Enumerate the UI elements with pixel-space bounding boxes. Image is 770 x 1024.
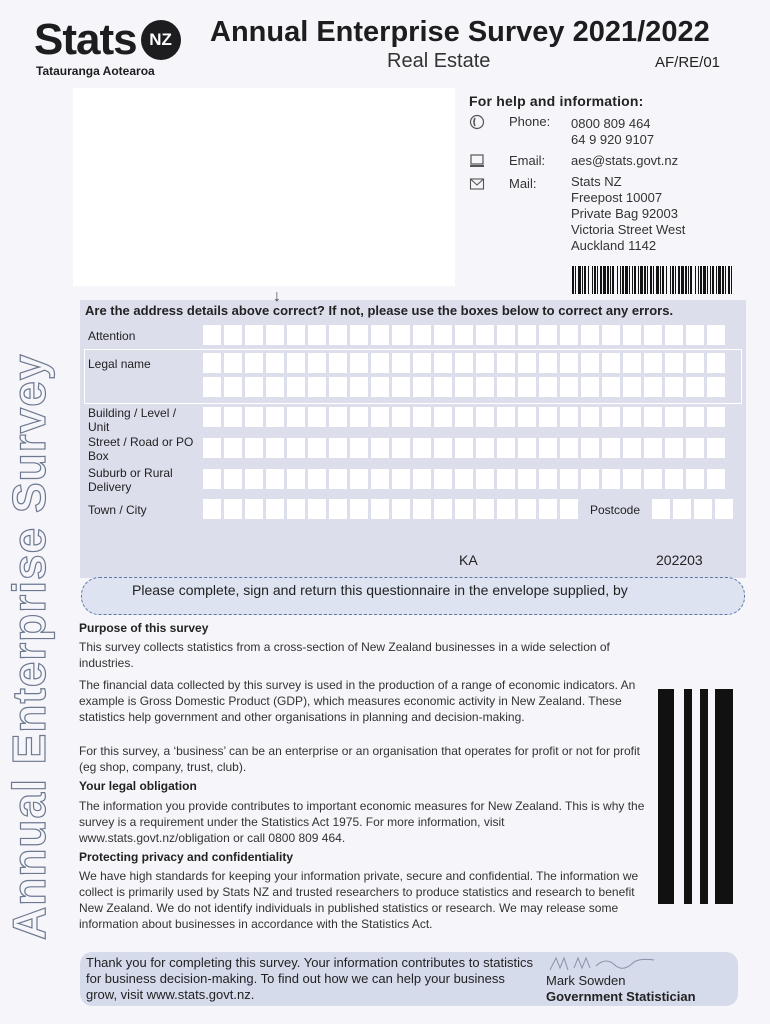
character-box[interactable] bbox=[287, 353, 305, 373]
character-box[interactable] bbox=[392, 469, 410, 489]
character-box[interactable] bbox=[539, 325, 557, 345]
character-box[interactable] bbox=[350, 325, 368, 345]
character-box[interactable] bbox=[224, 353, 242, 373]
character-box[interactable] bbox=[560, 353, 578, 373]
small-barcode-bar bbox=[662, 266, 664, 294]
character-box[interactable] bbox=[539, 353, 557, 373]
town-input[interactable] bbox=[203, 499, 578, 519]
character-box[interactable] bbox=[497, 469, 515, 489]
small-barcode-bar bbox=[612, 266, 614, 294]
building-input[interactable] bbox=[203, 407, 725, 427]
character-box[interactable] bbox=[371, 438, 389, 458]
character-box[interactable] bbox=[434, 407, 452, 427]
suburb-label: Suburb or Rural Delivery bbox=[88, 466, 173, 494]
small-barcode-bar bbox=[722, 266, 724, 294]
character-box[interactable] bbox=[581, 438, 599, 458]
character-box[interactable] bbox=[518, 353, 536, 373]
character-box[interactable] bbox=[329, 499, 347, 519]
character-box[interactable] bbox=[581, 377, 599, 397]
address-window bbox=[73, 88, 455, 286]
character-box[interactable] bbox=[539, 407, 557, 427]
character-box[interactable] bbox=[434, 469, 452, 489]
character-box[interactable] bbox=[707, 438, 725, 458]
character-box[interactable] bbox=[715, 499, 733, 519]
character-box[interactable] bbox=[203, 499, 221, 519]
postcode-input[interactable] bbox=[652, 499, 733, 519]
character-box[interactable] bbox=[434, 353, 452, 373]
character-box[interactable] bbox=[518, 499, 536, 519]
character-box[interactable] bbox=[518, 407, 536, 427]
character-box[interactable] bbox=[413, 325, 431, 345]
character-box[interactable] bbox=[476, 469, 494, 489]
character-box[interactable] bbox=[539, 438, 557, 458]
character-box[interactable] bbox=[497, 325, 515, 345]
character-box[interactable] bbox=[245, 353, 263, 373]
character-box[interactable] bbox=[497, 377, 515, 397]
small-barcode-bar bbox=[672, 266, 674, 294]
signatory-role: Government Statistician bbox=[546, 989, 696, 1004]
character-box[interactable] bbox=[497, 499, 515, 519]
character-box[interactable] bbox=[245, 469, 263, 489]
character-box[interactable] bbox=[665, 407, 683, 427]
attention-label: Attention bbox=[88, 329, 136, 343]
character-box[interactable] bbox=[644, 325, 662, 345]
small-barcode-bar bbox=[600, 266, 602, 294]
mail-line-3: Private Bag 92003 bbox=[571, 206, 678, 221]
character-box[interactable] bbox=[623, 353, 641, 373]
character-box[interactable] bbox=[539, 377, 557, 397]
character-box[interactable] bbox=[707, 353, 725, 373]
character-box[interactable] bbox=[329, 325, 347, 345]
code-ka: KA bbox=[459, 552, 478, 568]
character-box[interactable] bbox=[707, 377, 725, 397]
small-barcode-bar bbox=[588, 266, 589, 294]
character-box[interactable] bbox=[652, 499, 670, 519]
character-box[interactable] bbox=[602, 407, 620, 427]
character-box[interactable] bbox=[602, 325, 620, 345]
small-barcode-bar bbox=[625, 266, 628, 294]
legal-heading: Your legal obligation bbox=[79, 779, 197, 793]
address-prompt: Are the address details above correct? If not, please use the boxes below to correct any errors. bbox=[85, 303, 674, 318]
character-box[interactable] bbox=[686, 377, 704, 397]
character-box[interactable] bbox=[203, 438, 221, 458]
privacy-paragraph: We have high standards for keeping your information private, secure and confidential. The information we collect is primarily used by Stats NZ and trusted researchers to produce statistics and research to benefit New Zealand. We do not identify individuals in published statistics or research. We may release some information about businesses in accordance with the Statistics Act. bbox=[79, 869, 639, 931]
small-barcode-bar bbox=[731, 266, 732, 294]
character-box[interactable] bbox=[287, 325, 305, 345]
character-box[interactable] bbox=[350, 438, 368, 458]
small-barcode-bar bbox=[688, 266, 689, 294]
small-barcode-bar bbox=[632, 266, 633, 294]
character-box[interactable] bbox=[476, 438, 494, 458]
small-barcode-bar bbox=[716, 266, 717, 294]
small-barcode-bar bbox=[620, 266, 621, 294]
character-box[interactable] bbox=[497, 407, 515, 427]
character-box[interactable] bbox=[560, 438, 578, 458]
character-box[interactable] bbox=[266, 377, 284, 397]
purpose-paragraph-1: This survey collects statistics from a cross-section of New Zealand businesses in a wide selection of industries. bbox=[79, 640, 610, 670]
character-box[interactable] bbox=[224, 407, 242, 427]
character-box[interactable] bbox=[686, 353, 704, 373]
envelope-icon bbox=[469, 176, 487, 195]
small-barcode-bar bbox=[728, 266, 730, 294]
legal-name-input-2[interactable] bbox=[203, 377, 725, 397]
postcode-label: Postcode bbox=[590, 503, 641, 517]
logo-subtitle: Tatauranga Aotearoa bbox=[36, 64, 155, 78]
character-box[interactable] bbox=[308, 407, 326, 427]
character-box[interactable] bbox=[518, 438, 536, 458]
mail-line-5: Auckland 1142 bbox=[571, 238, 657, 253]
character-box[interactable] bbox=[560, 469, 578, 489]
character-box[interactable] bbox=[350, 499, 368, 519]
character-box[interactable] bbox=[203, 469, 221, 489]
email-label: Email: bbox=[509, 153, 546, 168]
character-box[interactable] bbox=[350, 407, 368, 427]
character-box[interactable] bbox=[266, 325, 284, 345]
character-box[interactable] bbox=[707, 407, 725, 427]
small-barcode-bar bbox=[710, 266, 711, 294]
character-box[interactable] bbox=[686, 407, 704, 427]
attention-input[interactable] bbox=[203, 325, 725, 345]
help-title: For help and information: bbox=[469, 93, 644, 109]
character-box[interactable] bbox=[602, 438, 620, 458]
small-barcode-bar bbox=[718, 266, 721, 294]
character-box[interactable] bbox=[392, 407, 410, 427]
character-box[interactable] bbox=[350, 353, 368, 373]
character-box[interactable] bbox=[245, 325, 263, 345]
character-box[interactable] bbox=[476, 353, 494, 373]
small-barcode-bar bbox=[644, 266, 646, 294]
character-box[interactable] bbox=[224, 325, 242, 345]
phone-number-1: 0800 809 464 bbox=[571, 116, 651, 131]
small-barcode-bar bbox=[610, 266, 611, 294]
character-box[interactable] bbox=[308, 377, 326, 397]
character-box[interactable] bbox=[287, 469, 305, 489]
legal-name-input-1[interactable] bbox=[203, 353, 725, 373]
character-box[interactable] bbox=[455, 469, 473, 489]
character-box[interactable] bbox=[203, 377, 221, 397]
barcode-bar bbox=[658, 689, 674, 904]
mail-label: Mail: bbox=[509, 176, 537, 191]
phone-icon bbox=[469, 114, 487, 133]
character-box[interactable] bbox=[455, 499, 473, 519]
purpose-paragraph-3: For this survey, a ‘business’ can be an enterprise or an organisation that operates for profit or not for profit (eg shop, company, trust, club). bbox=[79, 744, 640, 774]
small-barcode-bar bbox=[681, 266, 684, 294]
purpose-paragraph-2: The financial data collected by this survey is used in the production of a range of economic indicators. An example is Gross Domestic Product (GDP), which measures economic activity in New Zealand. These statistics help government and other organisations in planning and decision-making. bbox=[79, 678, 636, 724]
character-box[interactable] bbox=[266, 469, 284, 489]
character-box[interactable] bbox=[665, 325, 683, 345]
small-barcode-bar bbox=[592, 266, 593, 294]
small-barcode-bar bbox=[675, 266, 676, 294]
small-barcode-bar bbox=[685, 266, 687, 294]
character-box[interactable] bbox=[203, 325, 221, 345]
mail-line-1: Stats NZ bbox=[571, 174, 622, 189]
survey-industry: Real Estate bbox=[387, 50, 491, 72]
town-label: Town / City bbox=[88, 503, 147, 517]
character-box[interactable] bbox=[686, 325, 704, 345]
computer-icon bbox=[469, 153, 487, 172]
small-barcode-bar bbox=[656, 266, 659, 294]
small-barcode-bar bbox=[707, 266, 708, 294]
arrow-down-icon: ↓ bbox=[273, 288, 281, 305]
character-box[interactable] bbox=[623, 325, 641, 345]
small-barcode-bar bbox=[638, 266, 639, 294]
character-box[interactable] bbox=[581, 325, 599, 345]
character-box[interactable] bbox=[308, 325, 326, 345]
character-box[interactable] bbox=[266, 407, 284, 427]
character-box[interactable] bbox=[623, 438, 641, 458]
character-box[interactable] bbox=[413, 438, 431, 458]
character-box[interactable] bbox=[350, 377, 368, 397]
character-box[interactable] bbox=[665, 469, 683, 489]
signatory-name: Mark Sowden bbox=[546, 973, 626, 988]
character-box[interactable] bbox=[455, 353, 473, 373]
small-barcode-bar bbox=[678, 266, 680, 294]
character-box[interactable] bbox=[644, 407, 662, 427]
character-box[interactable] bbox=[673, 499, 691, 519]
character-box[interactable] bbox=[245, 407, 263, 427]
character-box[interactable] bbox=[581, 469, 599, 489]
small-barcode-bar bbox=[695, 266, 696, 294]
character-box[interactable] bbox=[434, 438, 452, 458]
character-box[interactable] bbox=[518, 469, 536, 489]
character-box[interactable] bbox=[686, 438, 704, 458]
character-box[interactable] bbox=[560, 499, 578, 519]
character-box[interactable] bbox=[644, 469, 662, 489]
small-barcode-bar bbox=[594, 266, 596, 294]
building-label: Building / Level / Unit bbox=[88, 406, 177, 434]
small-barcode-bar bbox=[575, 266, 576, 294]
small-barcode-bar bbox=[647, 266, 648, 294]
character-box[interactable] bbox=[308, 438, 326, 458]
character-box[interactable] bbox=[203, 407, 221, 427]
character-box[interactable] bbox=[560, 377, 578, 397]
character-box[interactable] bbox=[602, 353, 620, 373]
character-box[interactable] bbox=[455, 377, 473, 397]
character-box[interactable] bbox=[623, 407, 641, 427]
character-box[interactable] bbox=[287, 438, 305, 458]
character-box[interactable] bbox=[518, 325, 536, 345]
street-label: Street / Road or PO Box bbox=[88, 435, 194, 463]
survey-title: Annual Enterprise Survey 2021/2022 bbox=[210, 16, 710, 48]
small-barcode-bar bbox=[666, 266, 667, 294]
character-box[interactable] bbox=[329, 377, 347, 397]
character-box[interactable] bbox=[371, 377, 389, 397]
character-box[interactable] bbox=[392, 353, 410, 373]
character-box[interactable] bbox=[350, 469, 368, 489]
small-barcode-bar bbox=[572, 266, 574, 294]
character-box[interactable] bbox=[245, 438, 263, 458]
character-box[interactable] bbox=[329, 438, 347, 458]
small-barcode-bar bbox=[582, 266, 583, 294]
character-box[interactable] bbox=[308, 469, 326, 489]
character-box[interactable] bbox=[497, 438, 515, 458]
character-box[interactable] bbox=[665, 438, 683, 458]
small-barcode-bar bbox=[660, 266, 661, 294]
character-box[interactable] bbox=[413, 353, 431, 373]
email-address: aes@stats.govt.nz bbox=[571, 153, 679, 168]
character-box[interactable] bbox=[371, 407, 389, 427]
character-box[interactable] bbox=[623, 377, 641, 397]
small-barcode-bar bbox=[617, 266, 618, 294]
small-barcode bbox=[572, 266, 732, 294]
small-barcode-bar bbox=[584, 266, 586, 294]
stats-nz-logo bbox=[34, 15, 181, 64]
character-box[interactable] bbox=[371, 469, 389, 489]
privacy-heading: Protecting privacy and confidentiality bbox=[79, 850, 294, 864]
character-box[interactable] bbox=[392, 499, 410, 519]
character-box[interactable] bbox=[707, 469, 725, 489]
character-box[interactable] bbox=[665, 353, 683, 373]
character-box[interactable] bbox=[694, 499, 712, 519]
character-box[interactable] bbox=[455, 325, 473, 345]
character-box[interactable] bbox=[371, 499, 389, 519]
character-box[interactable] bbox=[287, 377, 305, 397]
character-box[interactable] bbox=[224, 499, 242, 519]
small-barcode-bar bbox=[578, 266, 581, 294]
character-box[interactable] bbox=[413, 469, 431, 489]
logo-word: Stats bbox=[34, 15, 137, 64]
character-box[interactable] bbox=[644, 353, 662, 373]
logo-nz-badge: NZ bbox=[141, 20, 181, 60]
barcode-bar bbox=[684, 689, 692, 904]
character-box[interactable] bbox=[371, 353, 389, 373]
character-box[interactable] bbox=[413, 499, 431, 519]
character-box[interactable] bbox=[455, 407, 473, 427]
character-box[interactable] bbox=[476, 407, 494, 427]
small-barcode-bar bbox=[650, 266, 652, 294]
character-box[interactable] bbox=[686, 469, 704, 489]
thank-you-text: Thank you for completing this survey. Your information contributes to statistics for business decision-making. To find out how we can help your business grow, visit www.stats.govt.nz. bbox=[86, 955, 534, 1002]
character-box[interactable] bbox=[434, 377, 452, 397]
character-box[interactable] bbox=[308, 499, 326, 519]
character-box[interactable] bbox=[266, 499, 284, 519]
small-barcode-bar bbox=[607, 266, 609, 294]
form-code: AF/RE/01 bbox=[655, 54, 721, 71]
character-box[interactable] bbox=[581, 407, 599, 427]
character-box[interactable] bbox=[224, 438, 242, 458]
barcode-bar bbox=[700, 689, 708, 904]
character-box[interactable] bbox=[245, 377, 263, 397]
suburb-input[interactable] bbox=[203, 469, 725, 489]
character-box[interactable] bbox=[476, 325, 494, 345]
street-input[interactable] bbox=[203, 438, 725, 458]
character-box[interactable] bbox=[287, 407, 305, 427]
character-box[interactable] bbox=[266, 353, 284, 373]
character-box[interactable] bbox=[476, 499, 494, 519]
character-box[interactable] bbox=[392, 438, 410, 458]
small-barcode-bar bbox=[703, 266, 706, 294]
character-box[interactable] bbox=[413, 407, 431, 427]
character-box[interactable] bbox=[392, 377, 410, 397]
side-survey-title: Annual Enterprise Survey bbox=[3, 353, 55, 940]
mail-line-2: Freepost 10007 bbox=[571, 190, 663, 205]
character-box[interactable] bbox=[413, 377, 431, 397]
phone-number-2: 64 9 920 9107 bbox=[571, 132, 655, 147]
small-barcode-bar bbox=[640, 266, 643, 294]
character-box[interactable] bbox=[707, 325, 725, 345]
character-box[interactable] bbox=[602, 377, 620, 397]
legal-name-label: Legal name bbox=[88, 357, 151, 371]
character-box[interactable] bbox=[203, 353, 221, 373]
small-barcode-bar bbox=[698, 266, 699, 294]
character-box[interactable] bbox=[644, 377, 662, 397]
character-box[interactable] bbox=[539, 469, 557, 489]
small-barcode-bar bbox=[700, 266, 702, 294]
purpose-heading: Purpose of this survey bbox=[79, 621, 209, 635]
small-barcode-bar bbox=[597, 266, 598, 294]
small-barcode-bar bbox=[634, 266, 636, 294]
small-barcode-bar bbox=[690, 266, 692, 294]
character-box[interactable] bbox=[581, 353, 599, 373]
small-barcode-bar bbox=[653, 266, 654, 294]
character-box[interactable] bbox=[497, 353, 515, 373]
small-barcode-bar bbox=[725, 266, 726, 294]
character-box[interactable] bbox=[224, 469, 242, 489]
character-box[interactable] bbox=[266, 438, 284, 458]
small-barcode-bar bbox=[712, 266, 714, 294]
character-box[interactable] bbox=[644, 438, 662, 458]
character-box[interactable] bbox=[329, 469, 347, 489]
barcode-bar bbox=[715, 689, 733, 904]
small-barcode-bar bbox=[603, 266, 606, 294]
small-barcode-bar bbox=[629, 266, 630, 294]
mail-line-4: Victoria Street West bbox=[571, 222, 686, 237]
character-box[interactable] bbox=[329, 407, 347, 427]
character-box[interactable] bbox=[455, 438, 473, 458]
character-box[interactable] bbox=[224, 377, 242, 397]
character-box[interactable] bbox=[371, 325, 389, 345]
phone-label: Phone: bbox=[509, 114, 551, 129]
character-box[interactable] bbox=[560, 325, 578, 345]
character-box[interactable] bbox=[434, 499, 452, 519]
survey-period: 202203 bbox=[656, 552, 703, 568]
character-box[interactable] bbox=[518, 377, 536, 397]
return-instruction: Please complete, sign and return this questionnaire in the envelope supplied, by bbox=[132, 582, 628, 598]
character-box[interactable] bbox=[665, 377, 683, 397]
character-box[interactable] bbox=[476, 377, 494, 397]
character-box[interactable] bbox=[560, 407, 578, 427]
character-box[interactable] bbox=[434, 325, 452, 345]
character-box[interactable] bbox=[392, 325, 410, 345]
character-box[interactable] bbox=[602, 469, 620, 489]
character-box[interactable] bbox=[329, 353, 347, 373]
legal-paragraph: The information you provide contributes to important economic measures for New Zealand. This is why the survey is a requirement under the Statistics Act 1975. For more information, visit www.stats.govt.nz/obligation or call 0800 809 464. bbox=[79, 799, 645, 845]
character-box[interactable] bbox=[287, 499, 305, 519]
character-box[interactable] bbox=[623, 469, 641, 489]
small-barcode-bar bbox=[670, 266, 671, 294]
character-box[interactable] bbox=[245, 499, 263, 519]
character-box[interactable] bbox=[308, 353, 326, 373]
character-box[interactable] bbox=[539, 499, 557, 519]
small-barcode-bar bbox=[622, 266, 624, 294]
